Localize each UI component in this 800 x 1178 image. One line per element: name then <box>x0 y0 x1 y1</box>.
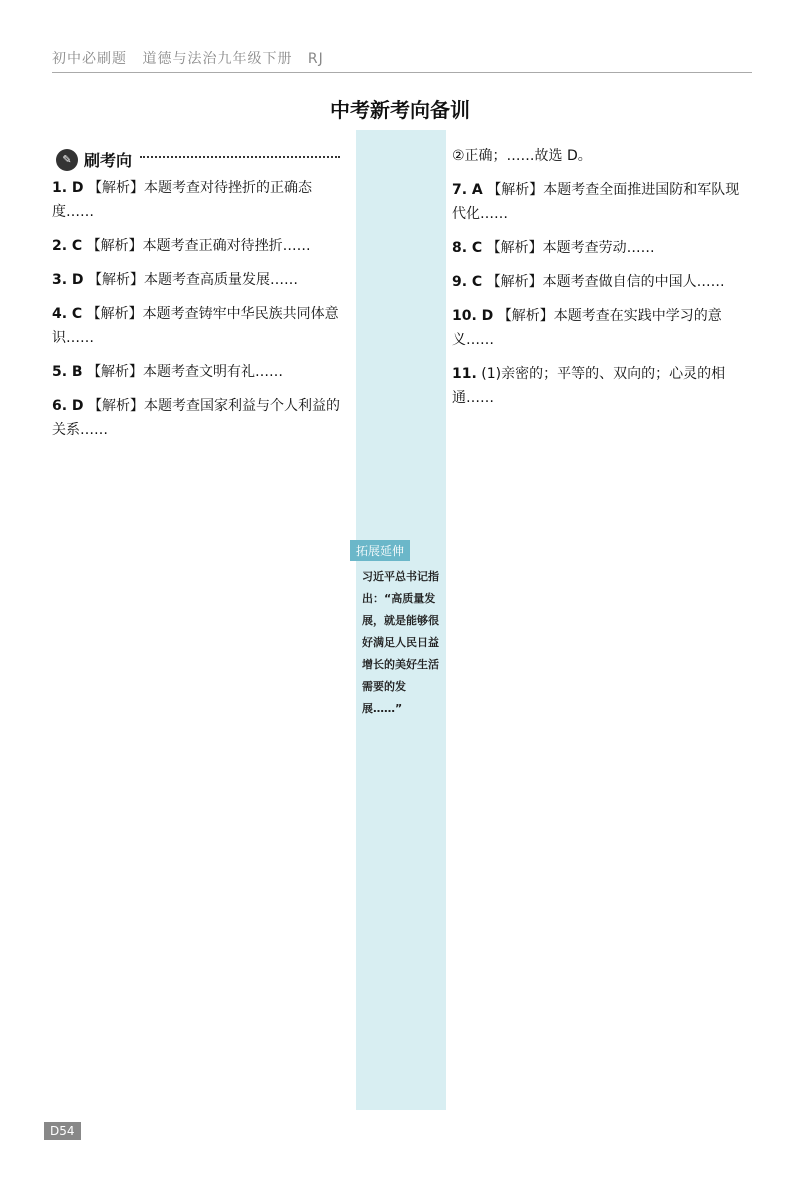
answer-item: 11. (1)亲密的；平等的、双向的；心灵的相通…… <box>452 366 726 406</box>
series-name: 初中必刷题 <box>52 51 127 67</box>
section-tag-label: 刷考向 <box>84 151 133 170</box>
edition: RJ <box>307 51 324 67</box>
page-title: 中考新考向备训 <box>330 98 470 122</box>
answer-item: 9. C 【解析】本题考查做自信的中国人…… <box>452 274 725 290</box>
section-tag <box>56 148 132 171</box>
answer-item: 6. D 【解析】本题考查国家利益与个人利益的关系…… <box>52 398 341 438</box>
page-number: D54 <box>44 1122 81 1140</box>
answer-item: 4. C 【解析】本题考查铸牢中华民族共同体意识…… <box>52 306 339 346</box>
pencil-icon: ✎ <box>56 149 78 171</box>
answer-item: 7. A 【解析】本题考查全面推进国防和军队现代化…… <box>452 182 740 222</box>
section-divider <box>140 156 340 158</box>
answer-item: 8. C 【解析】本题考查劳动…… <box>452 240 655 256</box>
header-rule <box>52 72 752 73</box>
left-column <box>52 176 352 452</box>
answer-item: 5. B 【解析】本题考查文明有礼…… <box>52 364 284 380</box>
subject-name: 道德与法治九年级下册 <box>142 51 293 67</box>
answer-item: 3. D 【解析】本题考查高质量发展…… <box>52 272 299 288</box>
answer-item: 2. C 【解析】本题考查正确对待挫折…… <box>52 238 311 254</box>
answer-item: 10. D 【解析】本题考查在实践中学习的意义…… <box>452 308 722 348</box>
answer-item: ②正确；……故选 D。 <box>452 148 592 164</box>
right-column <box>452 144 752 420</box>
sidebar-text: 习近平总书记指出：“高质量发展，就是能够很好满足人民日益增长的美好生活需要的发展……” <box>362 570 439 715</box>
running-header <box>52 48 334 68</box>
answer-item: 1. D 【解析】本题考查对待挫折的正确态度…… <box>52 180 313 220</box>
sidebar-heading: 拓展延伸 <box>350 540 410 561</box>
